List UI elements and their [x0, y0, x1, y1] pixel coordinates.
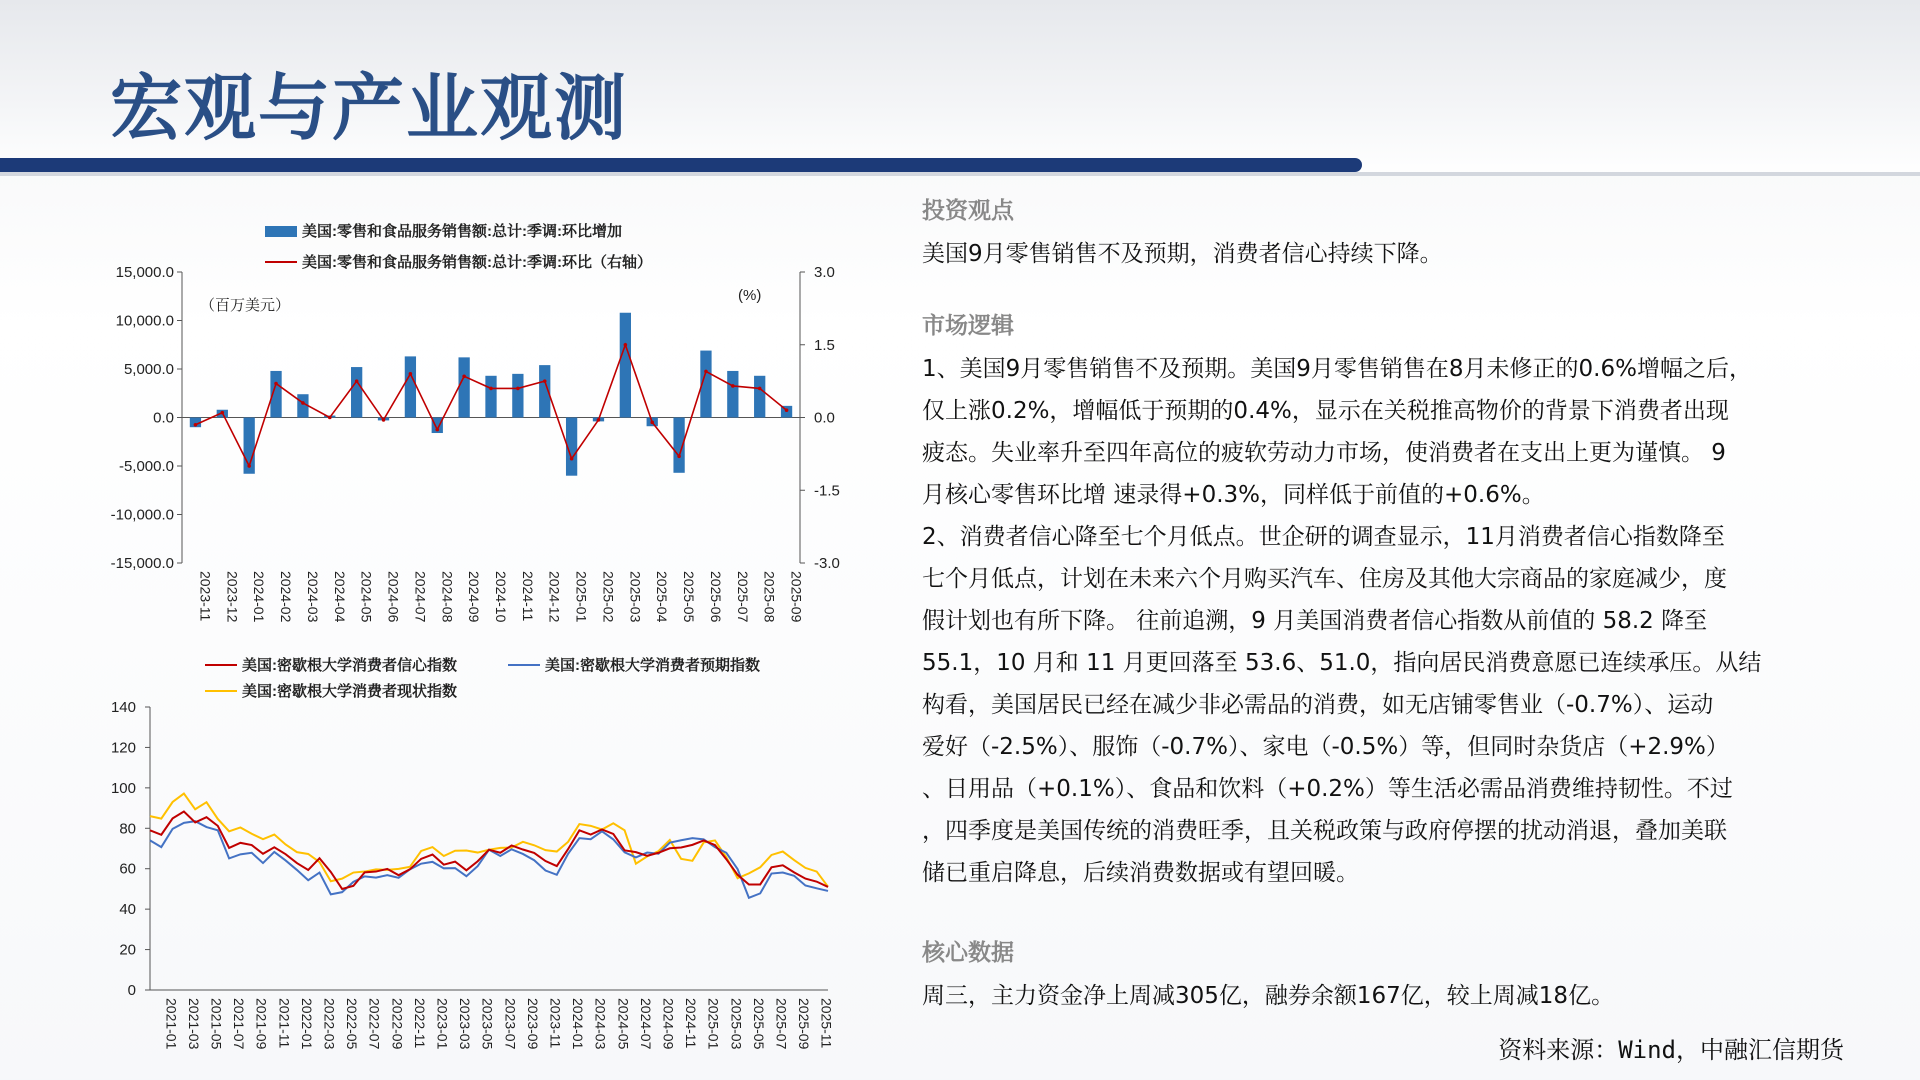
- left-tick-label: 0: [127, 982, 136, 999]
- x-tick-label: 2025-07: [773, 998, 790, 1050]
- x-tick-label: 2021-05: [208, 998, 225, 1050]
- x-tick-label: 2025-02: [600, 571, 617, 623]
- right-tick-label: -3.0: [814, 555, 840, 572]
- market-logic-line: 月核心零售环比增 速录得+0.3%，同样低于前值的+0.6%。: [922, 482, 1545, 508]
- left-tick-label: 140: [110, 699, 136, 716]
- left-tick-label: 120: [110, 739, 136, 757]
- x-tick-label: 2023-09: [524, 998, 541, 1050]
- x-tick-label: 2025-01: [573, 571, 590, 623]
- x-tick-label: 2024-11: [683, 998, 700, 1049]
- left-tick-label: 15,000.0: [115, 264, 174, 281]
- x-tick-label: 2022-05: [344, 998, 361, 1050]
- x-tick-label: 2022-07: [366, 998, 383, 1050]
- x-tick-label: 2024-01: [251, 571, 268, 623]
- investment-view-heading: 投资观点: [922, 198, 1014, 224]
- x-tick-label: 2024-03: [304, 571, 321, 623]
- x-tick-label: 2023-01: [434, 998, 451, 1050]
- chart2-x-labels: [163, 998, 834, 1050]
- left-tick-label: 60: [119, 860, 136, 878]
- x-tick-label: 2025-04: [654, 571, 671, 623]
- market-logic-line: 假计划也有所下降。 往前追溯，9 月美国消费者信心指数从前值的 58.2 降至: [922, 608, 1708, 634]
- x-tick-label: 2025-06: [707, 571, 724, 623]
- left-tick-label: 5,000.0: [123, 361, 174, 378]
- x-tick-label: 2024-12: [546, 571, 563, 623]
- market-logic-line: 爱好（-2.5%）、服饰（-0.7%）、家电（-0.5%）等，但同时杂货店（+2.9%）: [922, 734, 1729, 760]
- market-logic-line: 55.1，10 月和 11 月更回落至 53.6、51.0，指向居民消费意愿已连续承压。从结: [922, 650, 1762, 676]
- x-tick-label: 2024-10: [493, 571, 509, 623]
- x-tick-label: 2024-07: [412, 571, 429, 623]
- x-tick-label: 2022-11: [411, 998, 428, 1049]
- x-tick-label: 2024-09: [660, 998, 677, 1050]
- x-tick-label: 2023-11: [547, 998, 564, 1049]
- left-tick-label: -15,000.0: [110, 555, 174, 572]
- michigan-sentiment-chart: [0, 0, 900, 1080]
- right-tick-label: 0.0: [814, 409, 835, 427]
- market-logic-line: 1、美国9月零售销售不及预期。美国9月零售销售在8月未修正的0.6%增幅之后，: [922, 356, 1752, 382]
- right-tick-label: -1.5: [814, 482, 840, 500]
- core-data-heading: 核心数据: [922, 940, 1014, 966]
- market-logic-line: 仅上涨0.2%，增幅低于预期的0.4%，显示在关税推高物价的背景下消费者出现: [922, 398, 1729, 424]
- left-tick-label: 80: [119, 820, 136, 838]
- legend-sentiment-label: 美国:密歇根大学消费者信心指数: [242, 657, 457, 674]
- sentiment-series-line: [150, 812, 828, 889]
- left-tick-label: 20: [119, 941, 136, 959]
- market-logic-heading: 市场逻辑: [922, 313, 1014, 339]
- x-tick-label: 2025-09: [796, 998, 813, 1050]
- x-tick-label: 2025-03: [627, 571, 644, 623]
- x-tick-label: 2025-01: [705, 998, 722, 1050]
- x-tick-label: 2021-07: [231, 998, 248, 1050]
- legend-current-label: 美国:密歇根大学消费者现状指数: [242, 683, 457, 700]
- x-tick-label: 2024-04: [331, 571, 348, 623]
- legend-bar-label: 美国:零售和食品服务销售额:总计:季调:环比增加: [302, 223, 622, 240]
- market-logic-line: 、日用品（+0.1%）、食品和饮料（+0.2%）等生活必需品消费维持韧性。不过: [922, 776, 1733, 802]
- investment-view-text: 美国9月零售销售不及预期，消费者信心持续下降。: [922, 241, 1443, 267]
- chart2-legend: [205, 656, 760, 700]
- left-tick-label: 40: [119, 901, 136, 919]
- x-tick-label: 2024-08: [439, 571, 456, 623]
- market-logic-line: 2、消费者信心降至七个月低点。世企研的调查显示，11月消费者信心指数降至: [922, 524, 1725, 550]
- left-tick-label: 10,000.0: [115, 312, 174, 330]
- left-tick-label: -5,000.0: [118, 458, 174, 475]
- x-tick-label: 2023-12: [224, 571, 241, 623]
- x-tick-label: 2024-05: [358, 571, 375, 623]
- x-tick-label: 2024-07: [637, 998, 654, 1050]
- legend-expectation-label: 美国:密歇根大学消费者预期指数: [545, 657, 760, 674]
- x-tick-label: 2022-09: [389, 998, 406, 1050]
- x-tick-label: 2024-05: [615, 998, 632, 1050]
- x-tick-label: 2024-11: [519, 571, 536, 622]
- commentary-panel: [922, 192, 1842, 1017]
- x-tick-label: 2023-03: [457, 998, 474, 1050]
- x-tick-label: 2025-03: [728, 998, 745, 1050]
- x-tick-label: 2025-05: [750, 998, 767, 1050]
- x-tick-label: 2024-06: [385, 571, 402, 623]
- market-logic-text: [922, 348, 1842, 894]
- x-tick-label: 2022-03: [321, 998, 338, 1050]
- x-tick-label: 2024-01: [570, 998, 587, 1050]
- left-tick-label: 100: [110, 779, 136, 797]
- x-tick-label: 2021-01: [163, 998, 180, 1050]
- x-tick-label: 2021-03: [185, 998, 202, 1050]
- right-tick-label: 3.0: [814, 264, 835, 281]
- x-tick-label: 2025-08: [761, 571, 778, 623]
- right-unit-label: (%): [738, 287, 762, 304]
- left-unit-label: （百万美元）: [200, 297, 291, 314]
- x-tick-label: 2021-09: [253, 998, 270, 1050]
- left-tick-label: -10,000.0: [110, 506, 174, 524]
- x-tick-label: 2024-02: [278, 571, 295, 623]
- x-tick-label: 2025-05: [681, 571, 698, 623]
- michigan-sentiment-chart-svg: [0, 0, 900, 1080]
- left-tick-label: 0.0: [153, 409, 174, 427]
- market-logic-line: 储已重启降息，后续消费数据或有望回暖。: [922, 860, 1359, 886]
- x-tick-label: 2025-11: [818, 998, 835, 1049]
- x-tick-label: 2025-09: [788, 571, 805, 623]
- x-tick-label: 2023-11: [197, 571, 214, 622]
- core-data-text: 周三，主力资金净上周减305亿，融券余额167亿，较上周减18亿。: [922, 983, 1615, 1009]
- x-tick-label: 2023-07: [502, 998, 519, 1050]
- market-logic-line: 构看，美国居民已经在减少非必需品的消费，如无店铺零售业（-0.7%）、运动: [922, 692, 1714, 718]
- market-logic-line: 七个月低点，计划在未来六个月购买汽车、住房及其他大宗商品的家庭减少，度: [922, 566, 1727, 592]
- x-tick-label: 2021-11: [276, 998, 293, 1049]
- right-tick-label: 1.5: [814, 336, 835, 354]
- data-source-note: 资料来源：Wind，中融汇信期货: [1498, 1036, 1844, 1064]
- legend-line-label: 美国:零售和食品服务销售额:总计:季调:环比（右轴）: [302, 254, 652, 271]
- chart2-lines: [150, 794, 828, 898]
- x-tick-label: 2025-07: [734, 571, 751, 623]
- market-logic-line: 疲态。失业率升至四年高位的疲软劳动力市场，使消费者在支出上更为谨慎。 9: [922, 440, 1726, 466]
- page-title: 宏观与产业观测: [110, 65, 629, 150]
- x-tick-label: 2024-09: [466, 571, 483, 623]
- market-logic-line: ，四季度是美国传统的消费旺季，且关税政策与政府停摆的扰动消退，叠加美联: [922, 818, 1727, 844]
- x-tick-label: 2024-03: [592, 998, 609, 1050]
- sentiment-series-line: [150, 794, 828, 887]
- x-tick-label: 2023-05: [479, 998, 496, 1050]
- x-tick-label: 2022-01: [298, 998, 315, 1050]
